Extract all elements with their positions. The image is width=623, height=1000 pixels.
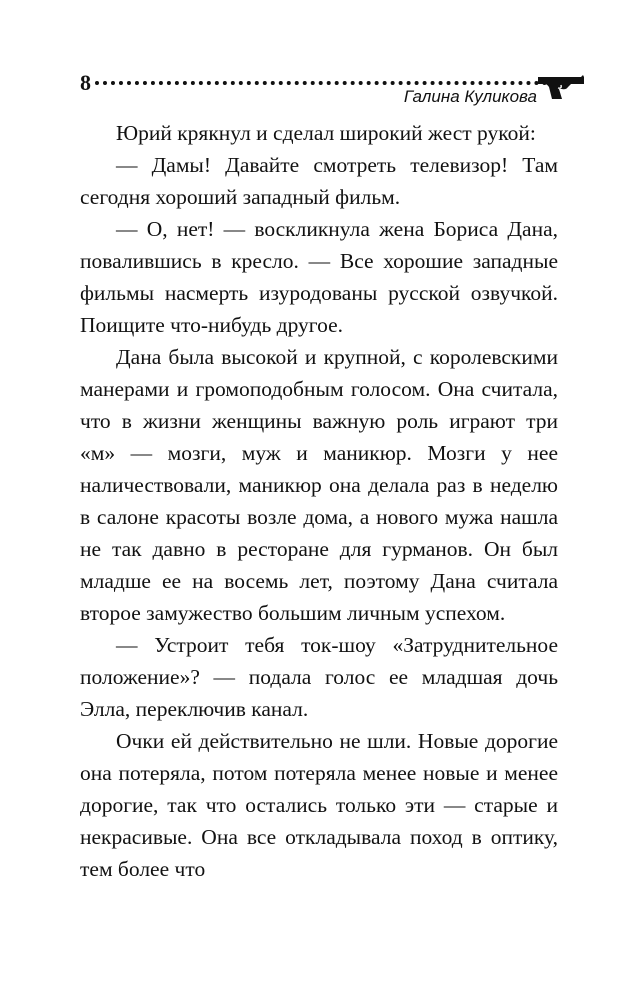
paragraph: — Устроит тебя ток-шоу «Затруднительное положение»? — подала голос ее младшая дочь Элла, переключив канал.: [80, 633, 558, 721]
paragraph: Юрий крякнул и сделал широкий жест рукой:: [116, 121, 536, 145]
running-header: [80, 70, 585, 110]
paragraph: — Дамы! Давайте смотреть телевизор! Там сегодня хороший западный фильм.: [80, 153, 558, 209]
paragraph: — О, нет! — воскликнула жена Бориса Дана, повалившись в кресло. — Все хорошие западные фильмы насмерть изуродованы русской озвучкой. Поищите что-нибудь другое.: [80, 217, 558, 337]
page-number: 8: [80, 70, 91, 95]
paragraph: Дана была высокой и крупной, с королевскими манерами и громоподобным голосом. Она считала, что в жизни женщины важную роль играют три «м» — мозги, муж и маникюр. Мозги у нее наличествовали, маникюр она делала раз в неделю в салоне красоты возле дома, а нового мужа нашла не так давно в ресторане для гурманов. Он был младше ее на восемь лет, поэтому Дана считала второе замужество большим личным успехом.: [80, 345, 558, 625]
paragraph: Очки ей действительно не шли. Новые дорогие она потеряла, потом потеряла менее новые и менее дорогие, так что остались только эти — старые и некрасивые. Она все откладывала поход в оптику, тем более что: [80, 729, 558, 881]
pistol-icon: [537, 74, 585, 100]
dotted-rule: [95, 81, 547, 85]
page-body: [80, 117, 558, 885]
author-name: Галина Куликова: [403, 87, 537, 106]
